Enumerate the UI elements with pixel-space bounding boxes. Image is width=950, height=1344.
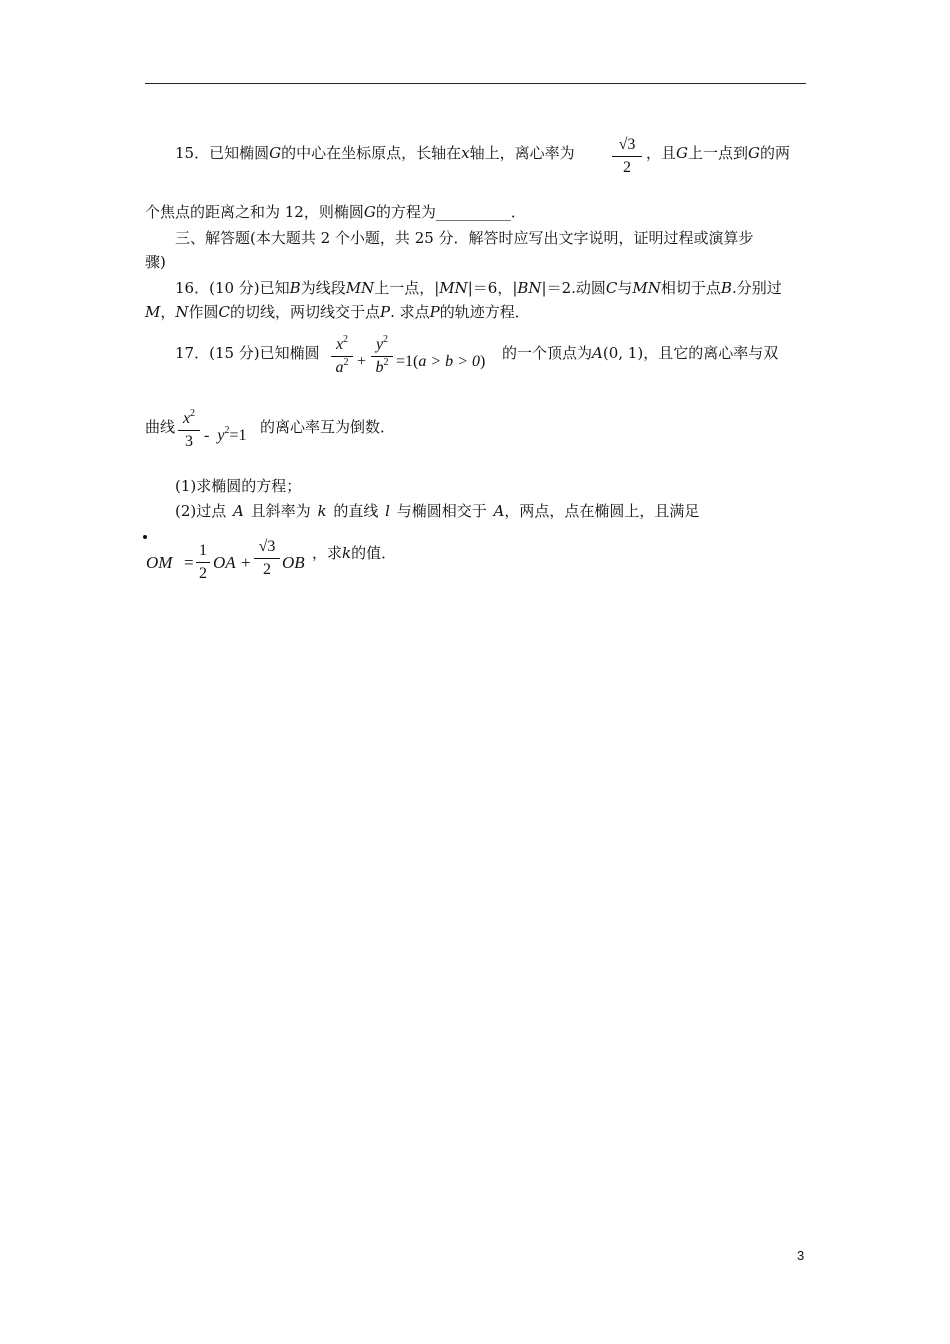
- section-heading-cont: 骤): [145, 253, 166, 271]
- q17-OA: OA: [213, 553, 236, 572]
- section-heading: 三、解答题(本大题共 2 个小题，共 25 分．解答时应写出文字说明，证明过程或演算步: [175, 229, 754, 247]
- q17-equals: =: [184, 553, 194, 572]
- vector-dot-mark: [143, 535, 147, 539]
- page-number: 3: [797, 1248, 805, 1263]
- q17-hyperbola-rest: - $y^2=1$: [204, 425, 247, 444]
- q16-line2: M，N作圆C的切线，两切线交于点P. 求点P的轨迹方程．: [145, 303, 530, 321]
- q15-line2: 个焦点的距离之和为 12，则椭圆G的方程为__________．: [145, 203, 526, 221]
- q17-condition: =1(a > b > 0): [396, 353, 486, 370]
- q15-line1-end: ，且G上一点到G的两: [646, 144, 791, 162]
- q17-y2-over-b2: $y^2$ $b^2$: [371, 336, 393, 377]
- q17-x2-over-a2: $x^2$ $a^2$: [331, 336, 353, 377]
- q17-plus2: +: [241, 553, 251, 572]
- q17-find-k: ，求k的值．: [312, 544, 397, 562]
- q17-sqrt3-over-2: √3 2: [254, 538, 280, 579]
- q16-line1: 16．(10 分)已知B为线段MN上一点，|MN|＝6，|BN|＝2.动圆C与MN相切于点B.分别过: [175, 279, 782, 297]
- q17-plus: +: [357, 353, 367, 370]
- q15-line1: 15．已知椭圆G的中心在坐标原点，长轴在x轴上，离心率为: [175, 144, 575, 162]
- q17-one-half: 1 2: [196, 542, 210, 583]
- q17-line2-pre: 曲线: [145, 418, 176, 436]
- q17-OB: OB: [282, 553, 305, 572]
- q17-line1-pre: 17．(15 分)已知椭圆: [175, 344, 320, 362]
- q15-eccentricity-fraction: √3 2: [612, 136, 642, 177]
- q17-part2: (2)过点 A 且斜率为 k 的直线 l 与椭圆相交于 A，两点，点在椭圆上，且满足: [175, 502, 700, 520]
- header-rule: [145, 83, 806, 84]
- q17-line1-post: 的一个顶点为A(0, 1)，且它的离心率与双: [502, 344, 779, 362]
- q17-OM: OM: [146, 553, 173, 572]
- q17-line2-end: 的离心率互为倒数．: [260, 418, 396, 436]
- q17-hyperbola-fraction: $x^2$ 3: [178, 410, 200, 451]
- q17-part1: (1)求椭圆的方程；: [175, 477, 302, 495]
